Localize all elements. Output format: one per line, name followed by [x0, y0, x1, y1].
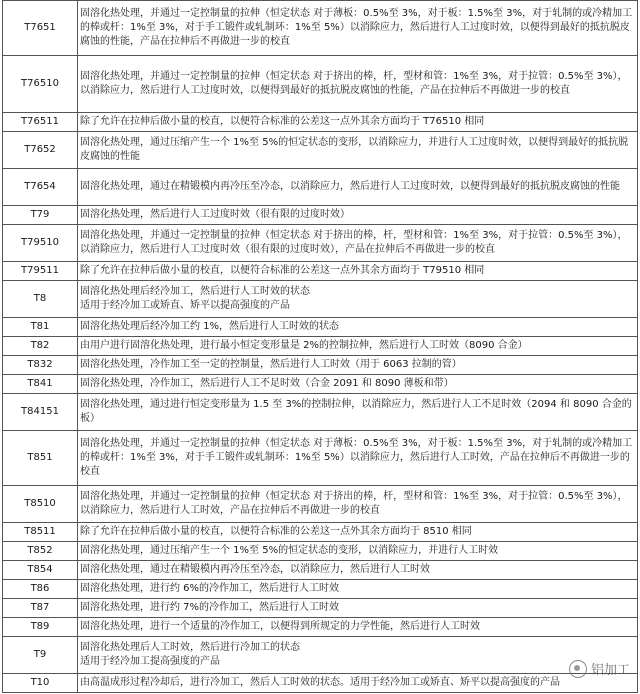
- table-row: [3, 394, 638, 431]
- temper-description-cell: 除了允许在拉伸后做小量的校直，以便符合标准的公差这一点外其余方面均于 8510 相同: [78, 523, 638, 542]
- temper-code-cell: T89: [3, 618, 78, 637]
- table-row: [3, 599, 638, 618]
- temper-code-cell: T84151: [3, 394, 78, 431]
- table-row: [3, 356, 638, 375]
- temper-description-cell: 固溶化热处理，并通过一定控制量的拉伸（恒定状态 对于挤出的棒，杆，型材和管：1%至 3%，对于拉管：0.5%至 3%），以消除应力，然后进行人工时效，产品在拉伸后不再做进一步的校直: [78, 486, 638, 523]
- table-row: [3, 674, 638, 693]
- temper-description-cell: 由高温成形过程冷却后，进行冷加工，然后人工时效的状态。适用于经冷加工或矫直、矫平以提高强度的产品: [78, 674, 638, 693]
- table-row: [3, 281, 638, 318]
- temper-code-cell: T76511: [3, 113, 78, 132]
- temper-code-cell: T8511: [3, 523, 78, 542]
- table-row: [3, 56, 638, 113]
- temper-code-cell: T8: [3, 281, 78, 318]
- temper-code-cell: T851: [3, 431, 78, 486]
- table-row: [3, 618, 638, 637]
- temper-code-cell: T7654: [3, 169, 78, 206]
- table-row: [3, 206, 638, 225]
- table-row: [3, 431, 638, 486]
- temper-description-cell: 除了允许在拉伸后做小量的校直，以便符合标准的公差这一点外其余方面均于 T76510 相同: [78, 113, 638, 132]
- watermark: [569, 659, 630, 678]
- table-row: [3, 486, 638, 523]
- temper-description-cell: 固溶化热处理，通过压缩产生一个 1%至 5%的恒定状态的变形，以消除应力，并进行人工过度时效，以便得到最好的抵抗脱皮腐蚀的性能: [78, 132, 638, 169]
- temper-code-cell: T841: [3, 375, 78, 394]
- temper-description-cell: 固溶化热处理，进行一个适量的冷作加工，以便得到所规定的力学性能，然后进行人工时效: [78, 618, 638, 637]
- temper-description-cell: 由用户进行固溶化热处理，进行最小恒定变形量是 2%的控制拉伸，然后进行人工时效（8090 合金）: [78, 337, 638, 356]
- table-row: [3, 523, 638, 542]
- table-row: [3, 132, 638, 169]
- table-row: [3, 375, 638, 394]
- temper-code-cell: T82: [3, 337, 78, 356]
- table-row: [3, 1, 638, 56]
- temper-description-cell: 固溶化热处理后经冷加工，然后进行人工时效的状态 适用于经冷加工或矫直、矫平以提高强度的产品: [78, 281, 638, 318]
- table-row: [3, 561, 638, 580]
- temper-description-cell: 固溶化热处理，通过压缩产生一个 1%至 5%的恒定状态的变形，以消除应力，并进行人工时效: [78, 542, 638, 561]
- table-row: [3, 169, 638, 206]
- watermark-text: 铝加工: [590, 663, 630, 678]
- temper-code-cell: T79511: [3, 262, 78, 281]
- table-row: [3, 580, 638, 599]
- temper-code-cell: T79510: [3, 225, 78, 262]
- temper-description-cell: 固溶化热处理，并通过一定控制量的拉伸（恒定状态 对于薄板：0.5%至 3%，对于板：1.5%至 3%，对于轧制的或冷精加工的棒或杆：1%至 3%，对于手工锻件或轧制环：1%至 5%）以消除应力，然后进行人工时效，产品在拉伸后不再做进一步的校直: [78, 431, 638, 486]
- temper-description-cell: 固溶化热处理，通过在精锻模内再冷压至冷态，以消除应力，然后进行人工过度时效，以便得到最好的抵抗脱皮腐蚀的性能: [78, 169, 638, 206]
- temper-description-cell: 固溶化热处理，进行约 7%的冷作加工，然后进行人工时效: [78, 599, 638, 618]
- temper-code-cell: T10: [3, 674, 78, 693]
- temper-description-cell: 固溶化热处理，并通过一定控制量的拉伸（恒定状态 对于挤出的棒，杆，型材和管：1%至 3%，对于拉管：0.5%至 3%），以消除应力，然后进行人工过度时效，以便得到最好的抵抗脱皮腐蚀的性能，产品在拉伸后不再做进一步的校直: [78, 56, 638, 113]
- table-row: [3, 262, 638, 281]
- temper-description-cell: 固溶化热处理，并通过一定控制量的拉伸（恒定状态 对于薄板：0.5%至 3%，对于板：1.5%至 3%，对于轧制的或冷精加工的棒或杆：1%至 3%，对于手工锻件或轧制环：1%至 5%）以消除应力，然后进行人工过度时效，以便得到最好的抵抗脱皮腐蚀的性能，产品在拉伸后不再做进一步的校直: [78, 1, 638, 56]
- temper-code-cell: T79: [3, 206, 78, 225]
- table-row: [3, 337, 638, 356]
- temper-description-cell: 固溶化热处理，进行约 6%的冷作加工，然后进行人工时效: [78, 580, 638, 599]
- table-body: [3, 1, 638, 693]
- temper-description-cell: 固溶化热处理，然后进行人工过度时效（很有限的过度时效）: [78, 206, 638, 225]
- temper-code-cell: T7652: [3, 132, 78, 169]
- temper-code-cell: T81: [3, 318, 78, 337]
- temper-description-cell: 固溶化热处理，通过进行恒定变形量为 1.5 至 3%的控制拉伸，以消除应力，然后进行人工不足时效（2094 和 8090 合金的板）: [78, 394, 638, 431]
- wechat-logo-icon: [569, 660, 587, 678]
- temper-description-cell: 固溶化热处理，通过在精锻模内再冷压至冷态，以消除应力，然后进行人工时效: [78, 561, 638, 580]
- table-row: [3, 637, 638, 674]
- temper-description-cell: 固溶化热处理，并通过一定控制量的拉伸（恒定状态 对于挤出的棒，杆，型材和管：1%至 3%，对于拉管：0.5%至 3%），以消除应力，然后进行人工过度时效（很有限的过度时效），产品在拉伸后不再做进一步的校直: [78, 225, 638, 262]
- table-row: [3, 113, 638, 132]
- temper-code-cell: T832: [3, 356, 78, 375]
- temper-description-cell: 固溶化热处理后经冷加工约 1%，然后进行人工时效的状态: [78, 318, 638, 337]
- temper-code-cell: T87: [3, 599, 78, 618]
- temper-description-cell: 固溶化热处理，冷作加工，然后进行人工不足时效（合金 2091 和 8090 薄板和带）: [78, 375, 638, 394]
- temper-table: [2, 0, 638, 693]
- temper-code-cell: T852: [3, 542, 78, 561]
- temper-code-cell: T7651: [3, 1, 78, 56]
- temper-code-cell: T8510: [3, 486, 78, 523]
- temper-code-cell: T86: [3, 580, 78, 599]
- table-row: [3, 542, 638, 561]
- temper-code-cell: T854: [3, 561, 78, 580]
- table-row: [3, 225, 638, 262]
- table-row: [3, 318, 638, 337]
- temper-description-cell: 固溶化热处理后人工时效，然后进行冷加工的状态 适用于经冷加工提高强度的产品: [78, 637, 638, 674]
- temper-code-cell: T76510: [3, 56, 78, 113]
- temper-description-cell: 除了允许在拉伸后做小量的校直，以便符合标准的公差这一点外其余方面均于 T79510 相同: [78, 262, 638, 281]
- temper-description-cell: 固溶化热处理，冷作加工至一定的控制量，然后进行人工时效（用于 6063 拉制的管）: [78, 356, 638, 375]
- temper-code-cell: T9: [3, 637, 78, 674]
